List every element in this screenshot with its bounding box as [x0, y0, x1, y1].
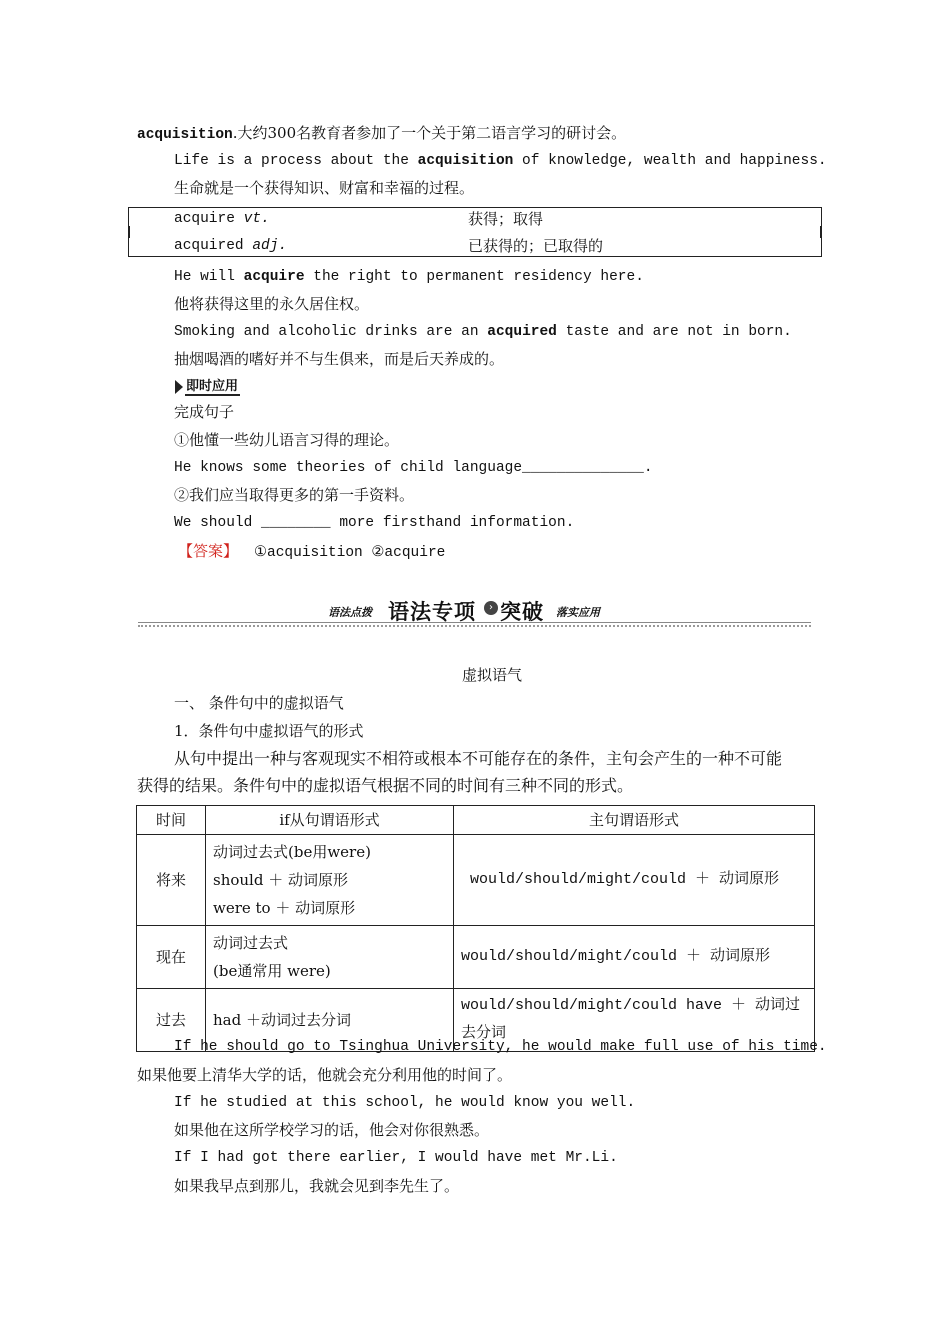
section-heading: 一、 条件句中的虚拟语气	[174, 694, 344, 712]
example-text: of knowledge, wealth and happiness.	[513, 153, 827, 169]
keyword-acquisition: acquisition	[417, 153, 514, 169]
table-header-row	[137, 806, 815, 835]
cell-line: were to ＋ 动词原形	[213, 899, 356, 917]
section-banner	[138, 596, 811, 630]
example-translation: 他将获得这里的永久居住权。	[174, 295, 370, 313]
banner-title: 语法专项	[388, 600, 476, 624]
box-tick	[129, 226, 130, 238]
example-sentence: If he studied at this school, he would know you well.	[174, 1095, 636, 1111]
vocab-box	[128, 207, 822, 257]
answer-text: ①acquisition ②acquire	[254, 545, 446, 561]
table-row	[137, 926, 815, 989]
practice-title: 完成句子	[174, 403, 235, 421]
if-clause-cell	[206, 835, 454, 926]
example-text: the right to permanent residency here.	[304, 269, 644, 285]
word-text: acquired	[174, 238, 244, 254]
example-sentence	[174, 321, 792, 343]
table-header: 主句谓语形式	[454, 806, 815, 835]
banner-left: 语法点拨	[328, 606, 372, 619]
keyword-acquire: acquire	[243, 269, 305, 285]
sub-heading: 1．条件句中虚拟语气的形式	[174, 722, 364, 740]
question-en: We should ________ more firsthand information.	[174, 515, 575, 531]
cell-line: would/should/might/could have ＋ 动词过	[461, 997, 801, 1014]
time-cell: 将来	[137, 835, 206, 926]
example-sentence	[174, 266, 644, 288]
keyword-acquisition: acquisition	[137, 127, 233, 143]
vocab-word	[174, 208, 270, 230]
cell-line: 动词过去式	[213, 934, 289, 952]
table-header: if从句谓语形式	[206, 806, 454, 835]
intro-line-text: .大约300名教育者参加了一个关于第二语言学习的研讨会。	[232, 124, 627, 142]
question-cn: ②我们应当取得更多的第一手资料。	[174, 486, 415, 504]
time-cell: 过去	[137, 989, 206, 1052]
example-sentence	[174, 150, 827, 172]
if-clause-cell	[206, 926, 454, 989]
banner-right: 落实应用	[556, 606, 600, 619]
paragraph: 从句中提出一种与客观现实不相符或根本不可能存在的条件，主句会产生的一种不可能	[174, 749, 783, 768]
example-translation: 抽烟喝酒的嗜好并不与生俱来，而是后天养成的。	[174, 350, 505, 368]
example-sentence: If I had got there earlier, I would have met Mr.Li.	[174, 1150, 618, 1166]
example-text: Smoking and alcoholic drinks are an	[174, 324, 488, 340]
cell-line: 去分词	[461, 1025, 507, 1042]
answer-line	[178, 540, 445, 564]
cell-line: (be通常用 were)	[213, 962, 331, 980]
box-tick	[820, 226, 821, 238]
answer-label: 【答案】	[178, 542, 239, 560]
time-cell: 现在	[137, 926, 206, 989]
part-of-speech: vt.	[243, 211, 270, 227]
section-badge	[175, 378, 240, 396]
cell-line: 动词过去式(be用were)	[213, 843, 371, 861]
badge-label: 即时应用	[186, 378, 239, 394]
paragraph: 获得的结果。条件句中的虚拟语气根据不同的时间有三种不同的形式。	[137, 776, 634, 795]
example-sentence: If he should go to Tsinghua University, he would make full use of his time.	[174, 1039, 827, 1055]
table-row	[137, 835, 815, 926]
example-text: He will	[174, 269, 244, 285]
vocab-meaning: 获得；取得	[468, 210, 544, 228]
part-of-speech: adj.	[252, 238, 288, 254]
question-en: He knows some theories of child language______________.	[174, 460, 653, 476]
grammar-title: 虚拟语气	[462, 666, 523, 684]
banner-title-2: 突破	[500, 600, 544, 624]
divider	[138, 625, 811, 627]
example-text: taste and are not in born.	[556, 324, 792, 340]
example-translation: 如果我早点到那儿，我就会见到李先生了。	[174, 1177, 460, 1195]
example-translation: 生命就是一个获得知识、财富和幸福的过程。	[174, 179, 475, 197]
chevron-right-icon: ›	[484, 601, 498, 615]
cell-line: had ＋动词过去分词	[213, 1011, 351, 1029]
example-text: Life is a process about the	[174, 153, 418, 169]
question-cn: ①他懂一些幼儿语言习得的理论。	[174, 431, 400, 449]
main-clause-cell	[454, 835, 815, 926]
cell-line: would/should/might/could ＋ 动词原形	[470, 871, 780, 888]
subjunctive-table	[136, 805, 815, 1052]
intro-line	[137, 122, 626, 146]
cell-line: should ＋ 动词原形	[213, 871, 348, 889]
keyword-acquired: acquired	[487, 324, 557, 340]
divider	[138, 622, 811, 623]
example-translation: 如果他要上清华大学的话，他就会充分利用他的时间了。	[137, 1066, 513, 1084]
vocab-word	[174, 235, 287, 257]
table-header: 时间	[137, 806, 206, 835]
cell-line: would/should/might/could ＋ 动词原形	[461, 948, 771, 965]
word-text: acquire	[174, 211, 235, 227]
triangle-icon	[175, 380, 183, 394]
vocab-meaning: 已获得的；已取得的	[468, 237, 604, 255]
main-clause-cell	[454, 926, 815, 989]
example-translation: 如果他在这所学校学习的话，他会对你很熟悉。	[174, 1121, 490, 1139]
